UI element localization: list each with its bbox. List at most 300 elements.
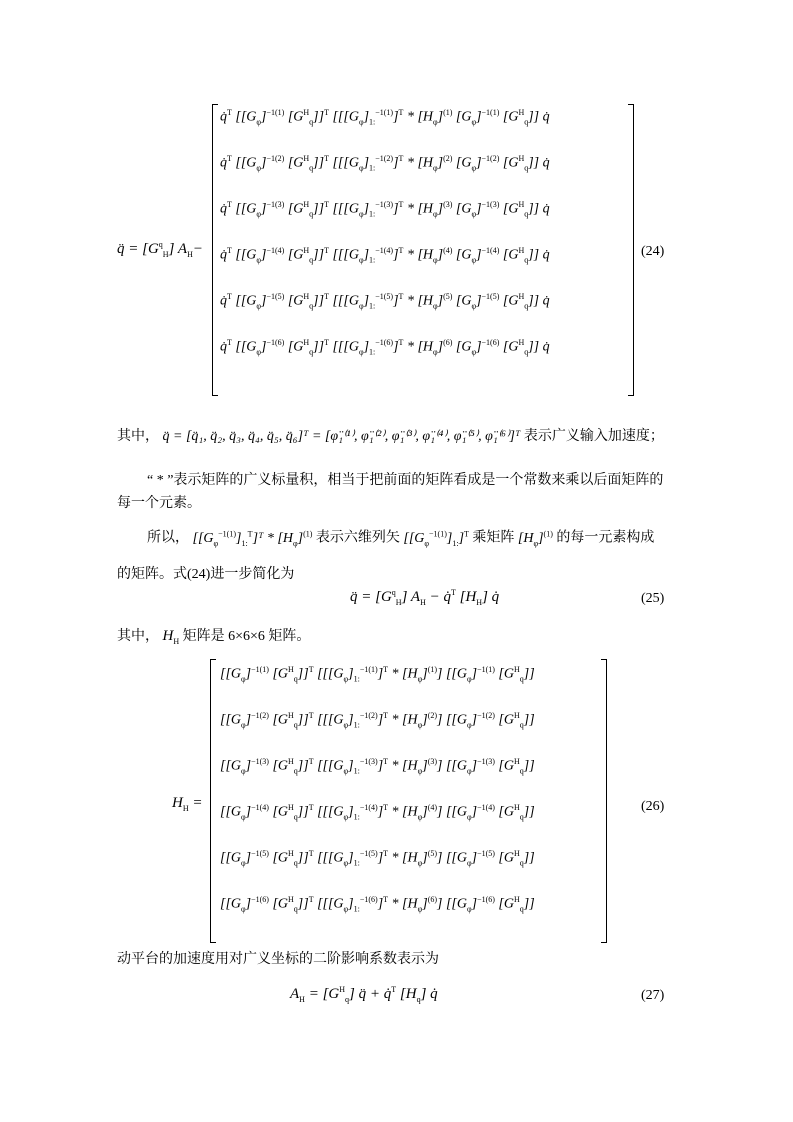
eq26-superscript: T	[308, 665, 314, 674]
eq24-subscript: φ	[433, 209, 438, 219]
eq24-term: [G	[452, 109, 472, 125]
text3-m3-sup: −1(1)	[429, 529, 447, 538]
eq24-superscript: −1(5)	[481, 292, 500, 301]
eq26-lhs-sub: H	[182, 804, 189, 813]
eq26-term: * [H	[388, 850, 418, 866]
eq24-term: ]	[476, 109, 482, 125]
eq24-term: ]	[363, 201, 370, 217]
eq26-superscript: (2)	[427, 711, 438, 720]
text3-prefix: 所以，	[147, 530, 189, 546]
eq26-superscript: H	[288, 849, 294, 858]
eq26-term: [[G	[220, 712, 242, 728]
text3-m4: [H	[517, 530, 534, 546]
eq24-term: ]]	[313, 201, 325, 217]
eq26-subscript: 1:	[353, 766, 360, 776]
text1-equation: q̈ = [q̈₁, q̈₂, q̈₃, q̈₄, q̈₅, q̈₆]ᵀ = [φ̈₁⁽¹⁾, φ̈₁⁽²⁾, φ̈₁⁽³⁾, φ̈₁⁽⁴⁾, φ̈₁⁽⁵⁾, φ̈₁⁽⁶⁾]ᵀ	[162, 429, 521, 444]
text3-line1	[117, 524, 654, 553]
eq24-superscript: −1(3)	[266, 200, 285, 209]
eq27-lhs-sub: H	[299, 995, 305, 1004]
text1-suffix: 表示广义输入加速度；	[523, 429, 664, 444]
eq24-term: [[G	[231, 293, 257, 309]
eq26-term: ]	[471, 804, 478, 820]
eq26-subscript: q	[519, 674, 524, 684]
eq26-subscript: φ	[417, 904, 423, 914]
eq24-superscript: −1(1)	[481, 108, 500, 117]
eq24-term: ]] q̇	[528, 247, 550, 263]
eq26-superscript: H	[513, 711, 520, 720]
eq24-superscript: T	[227, 246, 232, 255]
eq25-hh-sub: H	[476, 598, 483, 607]
eq27-hq-sub: q	[416, 995, 421, 1004]
eq24-superscript: T	[324, 200, 329, 209]
eq24-term: q̇	[220, 247, 227, 263]
eq24-row	[220, 154, 550, 172]
eq26-subscript: 1:	[353, 674, 360, 684]
eq25-sub: H	[395, 598, 402, 607]
eq24-superscript: H	[518, 154, 525, 163]
eq26-term: ]	[245, 758, 252, 774]
text4-prefix: 其中，	[117, 629, 159, 644]
eq26-subscript: φ	[466, 720, 472, 730]
eq24-term: * [H	[403, 155, 433, 171]
equation-27	[290, 985, 438, 1004]
text3-m2-sup: (1)	[303, 529, 313, 538]
eq24-superscript: (5)	[443, 292, 453, 301]
eq24-term: q̇	[220, 155, 227, 171]
eq26-term: ]	[471, 896, 478, 912]
eq24-subscript: φ	[433, 117, 438, 127]
eq26-term: ] [[G	[437, 896, 467, 912]
eq26-term: [G	[268, 666, 288, 682]
eq26-term: [[G	[220, 896, 242, 912]
text3-star-h: ]ᵀ * [H	[252, 530, 293, 546]
eq26-subscript: φ	[343, 720, 349, 730]
eq26-term: ]	[348, 896, 354, 912]
eq24-term: ]	[476, 293, 482, 309]
eq26-term: [[[G	[313, 712, 344, 728]
eq24-subscript: 1:	[369, 255, 376, 265]
eq24-superscript: −1(4)	[481, 246, 500, 255]
eq24-subscript: φ	[433, 163, 438, 173]
eq24-term: ]	[363, 109, 370, 125]
eq24-term: [G	[452, 201, 472, 217]
equation-26	[0, 655, 793, 945]
eq26-term: ]]	[297, 666, 309, 682]
text3-m3: [[G	[403, 530, 425, 546]
eq26-subscript: φ	[343, 812, 349, 822]
eq26-subscript: q	[293, 904, 298, 914]
eq24-term: [G	[284, 293, 304, 309]
eq24-superscript: −1(2)	[375, 154, 394, 163]
text3-line2: 的矩阵。式(24)进一步简化为	[117, 567, 295, 583]
eq26-superscript: H	[513, 803, 520, 812]
eq26-term: ]	[422, 666, 428, 682]
eq24-lhs-sup: q	[158, 240, 163, 249]
eq26-subscript: φ	[417, 766, 423, 776]
eq24-term: ]	[393, 293, 399, 309]
eq24-term: ]	[393, 339, 399, 355]
eq26-term: ] [[G	[437, 850, 467, 866]
eq24-term: ]	[437, 201, 444, 217]
eq26-term: ]	[377, 896, 384, 912]
eq24-superscript: −1(6)	[375, 338, 394, 347]
eq26-term: ]	[348, 758, 354, 774]
eq26-term: ]]	[523, 896, 535, 912]
eq24-term: [[[G	[328, 109, 359, 125]
eq26-subscript: φ	[417, 858, 423, 868]
eq24-subscript: φ	[358, 163, 364, 173]
eq24-superscript: H	[303, 108, 310, 117]
eq24-subscript: φ	[471, 163, 477, 173]
eq24-term: [G	[452, 247, 472, 263]
eq26-term: ]	[348, 666, 354, 682]
eq24-superscript: −1(4)	[266, 246, 285, 255]
eq24-term: [G	[284, 247, 304, 263]
text3-formula2: $[[G_\varphi^{-1(1)}]_{1:}]^T$	[403, 529, 469, 548]
eq26-term: * [H	[388, 666, 418, 682]
eq24-term: ]	[437, 109, 444, 125]
eq24-superscript: −1(3)	[481, 200, 500, 209]
eq26-subscript: φ	[343, 858, 349, 868]
text4-suffix: 矩阵是 6×6×6 矩阵。	[182, 629, 311, 644]
eq25-T: T	[450, 588, 456, 597]
eq24-term: [G	[284, 339, 304, 355]
eq26-term: ]	[471, 758, 478, 774]
eq24-subscript: φ	[358, 255, 364, 265]
eq26-term: ]	[348, 804, 354, 820]
eq24-bracket-left	[212, 104, 218, 396]
eq26-row	[220, 849, 535, 867]
eq26-term: [G	[268, 850, 288, 866]
eq26-bracket-left	[210, 659, 216, 943]
eq26-subscript: q	[519, 904, 524, 914]
eq26-subscript: φ	[466, 858, 472, 868]
eq26-subscript: φ	[417, 812, 423, 822]
eq26-term: ]	[245, 712, 252, 728]
eq24-subscript: φ	[471, 301, 477, 311]
eq24-superscript: T	[398, 246, 404, 255]
eq26-term: ]	[377, 712, 384, 728]
eq24-superscript: −1(5)	[375, 292, 394, 301]
eq24-term: ]	[363, 293, 370, 309]
eq24-superscript: H	[303, 200, 310, 209]
eq26-term: [[G	[220, 804, 242, 820]
eq24-superscript: T	[324, 154, 329, 163]
text3-m4-sup: (1)	[543, 529, 553, 538]
eq26-subscript: q	[293, 812, 298, 822]
text3-m3-T: T	[464, 529, 469, 538]
eq26-subscript: φ	[343, 674, 349, 684]
eq25-ah-sub: H	[420, 598, 426, 607]
eq24-subscript: q	[524, 301, 529, 311]
eq24-subscript: 1:	[369, 301, 376, 311]
eq26-term: ]]	[523, 850, 535, 866]
eq24-term: ]	[476, 201, 482, 217]
eq26-superscript: H	[513, 895, 520, 904]
eq26-subscript: φ	[417, 674, 423, 684]
text3-formula1: $[[G_\varphi^{-1(1)}]_{1:}^T]ᵀ * [H_\varphi]^{(1)}$	[192, 529, 313, 548]
eq26-term: ] [[G	[437, 758, 467, 774]
eq24-term: [[[G	[328, 155, 359, 171]
eq24-superscript: H	[518, 246, 525, 255]
eq26-term: [G	[268, 804, 288, 820]
eq26-term: [G	[494, 758, 514, 774]
eq24-term: [G	[284, 201, 304, 217]
eq26-subscript: 1:	[353, 858, 360, 868]
eq24-superscript: T	[398, 200, 404, 209]
eq26-superscript: T	[308, 803, 314, 812]
eq24-term: ]	[363, 247, 370, 263]
eq24-superscript: H	[518, 108, 525, 117]
eq24-superscript: −1(3)	[375, 200, 394, 209]
eq24-term: ]] q̇	[528, 155, 550, 171]
eq26-term: ]]	[297, 712, 309, 728]
eq26-term: ]	[471, 712, 478, 728]
eq26-term: ]	[377, 850, 384, 866]
eq27-lhs: A	[290, 986, 300, 1002]
eq24-term: [[[G	[328, 339, 359, 355]
eq24-ah-sub: H	[187, 250, 193, 259]
eq26-subscript: φ	[466, 766, 472, 776]
text3-suffix: 的每一元素构成	[556, 530, 655, 546]
eq26-superscript: −1(3)	[251, 757, 269, 766]
eq26-subscript: q	[519, 858, 524, 868]
eq24-row	[220, 338, 550, 356]
eq26-term: ]]	[523, 758, 535, 774]
eq26-term: ]	[348, 850, 354, 866]
eq26-superscript: −1(6)	[477, 895, 495, 904]
eq24-superscript: T	[398, 292, 404, 301]
text3-m1-sub2: 1:	[241, 538, 248, 548]
text3-m3-sub: φ	[424, 538, 430, 548]
eq26-term: ]]	[523, 666, 535, 682]
eq24-superscript: T	[227, 200, 232, 209]
eq26-term: [[[G	[313, 896, 344, 912]
eq26-subscript: φ	[241, 674, 246, 684]
eq26-lhs	[172, 795, 203, 813]
eq24-term: ]]	[313, 109, 325, 125]
eq24-subscript: 1:	[369, 163, 376, 173]
eq24-superscript: −1(1)	[266, 108, 285, 117]
eq24-subscript: φ	[256, 117, 262, 127]
eq27-sub: q	[345, 995, 350, 1004]
eq26-superscript: −1(1)	[359, 665, 378, 674]
eq26-superscript: −1(3)	[359, 757, 378, 766]
eq24-term: ]] q̇	[528, 293, 550, 309]
eq26-subscript: φ	[466, 812, 472, 822]
eq24-term: ]	[261, 109, 267, 125]
eq24-term: ]	[261, 247, 267, 263]
eq26-superscript: (1)	[427, 665, 438, 674]
eq27-T: T	[391, 985, 397, 994]
eq26-superscript: −1(4)	[251, 803, 269, 812]
paragraph-qddot-def	[117, 427, 664, 447]
eq26-term: ]	[377, 666, 384, 682]
eq24-term: [G	[499, 155, 519, 171]
eq26-superscript: H	[513, 757, 520, 766]
paragraph-therefore	[117, 524, 654, 585]
eq26-lhs-letter: H	[172, 795, 183, 811]
eq26-superscript: −1(6)	[359, 895, 378, 904]
eq26-row	[220, 757, 535, 775]
eq27-sup: H	[339, 985, 346, 994]
eq26-term: ]]	[297, 850, 309, 866]
eq24-term: q̇	[220, 109, 227, 125]
eq24-superscript: (1)	[443, 108, 453, 117]
eq26-superscript: (6)	[427, 895, 438, 904]
paragraph-star-def	[117, 471, 663, 514]
eq26-superscript: −1(2)	[359, 711, 378, 720]
eq26-subscript: φ	[241, 858, 246, 868]
eq24-subscript: φ	[256, 301, 262, 311]
eq26-term: ]	[471, 850, 478, 866]
eq24-term: [G	[499, 293, 519, 309]
eq26-superscript: H	[288, 711, 294, 720]
eq26-term: ]	[245, 666, 252, 682]
eq24-term: ]	[261, 201, 267, 217]
eq24-term: [G	[452, 293, 472, 309]
eq24-term: ]	[476, 339, 482, 355]
eq24-term: [[[G	[328, 293, 359, 309]
eq26-superscript: −1(1)	[477, 665, 495, 674]
eq26-term: [G	[494, 712, 514, 728]
eq26-term: ]	[422, 896, 428, 912]
eq26-term: ]	[377, 758, 384, 774]
eq24-subscript: q	[309, 117, 314, 127]
eq26-eq: =	[192, 795, 203, 811]
eq24-subscript: φ	[471, 347, 477, 357]
text3-mid1: ]	[235, 530, 242, 546]
eq26-term: ]]	[297, 804, 309, 820]
text3-m1-sup: −1(1)	[218, 529, 236, 538]
eq24-term: [G	[284, 109, 304, 125]
eq26-superscript: (3)	[427, 757, 438, 766]
eq24-subscript: φ	[256, 255, 262, 265]
eq24-subscript: φ	[433, 255, 438, 265]
eq24-subscript: q	[524, 209, 529, 219]
eq24-superscript: −1(1)	[375, 108, 394, 117]
eq26-term: ]	[422, 712, 428, 728]
eq24-subscript: q	[309, 255, 314, 265]
eq27-rest: ] q̈ + q̇	[349, 986, 392, 1002]
eq24-subscript: q	[524, 163, 529, 173]
eq24-superscript: (6)	[443, 338, 453, 347]
eq24-subscript: q	[309, 209, 314, 219]
eq26-term: [[G	[220, 758, 242, 774]
text2-line1: “ * ”表示矩阵的广义标量积，相当于把前面的矩阵看成是一个常数来乘以后面矩阵的	[147, 473, 664, 488]
eq24-superscript: −1(6)	[481, 338, 500, 347]
eq26-term: ]	[471, 666, 478, 682]
eq24-term: [G	[452, 155, 472, 171]
eq26-subscript: φ	[417, 720, 423, 730]
eq24-term: ]	[261, 293, 267, 309]
eq26-superscript: −1(4)	[359, 803, 378, 812]
eq26-term: [[G	[220, 666, 242, 682]
eq26-superscript: −1(5)	[251, 849, 269, 858]
eq26-superscript: T	[383, 895, 389, 904]
eq24-superscript: H	[303, 246, 310, 255]
eq24-subscript: 1:	[369, 347, 376, 357]
eq24-superscript: T	[227, 154, 232, 163]
eq24-term: ]	[393, 247, 399, 263]
eq26-superscript: −1(3)	[477, 757, 495, 766]
eq24-superscript: T	[324, 292, 329, 301]
eq24-term: [[[G	[328, 201, 359, 217]
eq24-superscript: H	[518, 292, 525, 301]
eq24-superscript: T	[398, 338, 404, 347]
eq24-subscript: φ	[471, 209, 477, 219]
eq24-superscript: (2)	[443, 154, 453, 163]
eq24-term: [G	[499, 339, 519, 355]
eq25-minus-q: − q̇	[425, 589, 451, 605]
eq26-superscript: T	[383, 849, 389, 858]
eq24-subscript: φ	[358, 209, 364, 219]
eq26-subscript: q	[293, 766, 298, 776]
eq26-subscript: φ	[466, 674, 472, 684]
eq24-term: ]	[437, 247, 444, 263]
text3-m1-sub: φ	[213, 538, 219, 548]
eq24-term: ]	[437, 155, 444, 171]
eq26-superscript: (4)	[427, 803, 438, 812]
eq24-superscript: H	[303, 338, 310, 347]
eq26-term: ]	[245, 850, 252, 866]
eq26-term: ]	[245, 804, 252, 820]
eq26-term: [G	[494, 896, 514, 912]
eq26-term: [[[G	[313, 804, 344, 820]
eq24-subscript: 1:	[369, 209, 376, 219]
eq24-superscript: T	[227, 338, 232, 347]
eq24-row	[220, 292, 550, 310]
eq24-term: ]] q̇	[528, 109, 550, 125]
eq26-superscript: (5)	[427, 849, 438, 858]
eq26-superscript: −1(4)	[477, 803, 495, 812]
eq26-subscript: φ	[241, 904, 246, 914]
text4-hh-sub: H	[173, 637, 180, 646]
eq26-subscript: q	[293, 858, 298, 868]
eq27-eq: = [G	[308, 986, 340, 1002]
eq26-term: ] [[G	[437, 666, 467, 682]
eq24-superscript: T	[324, 246, 329, 255]
eq24-superscript: T	[398, 154, 404, 163]
eq26-subscript: φ	[241, 720, 246, 730]
text4-hh-letter: H	[162, 628, 174, 644]
eq24-superscript: T	[227, 292, 232, 301]
eq25-sup: q	[391, 588, 396, 597]
eq24-term: ]	[363, 155, 370, 171]
text3-m1: [[G	[192, 530, 214, 546]
eq26-superscript: −1(5)	[477, 849, 495, 858]
eq26-subscript: q	[519, 812, 524, 822]
eq24-term: ]	[393, 155, 399, 171]
eq26-term: ]	[377, 804, 384, 820]
eq26-subscript: φ	[466, 904, 472, 914]
eq24-term: [[G	[231, 155, 257, 171]
eq26-superscript: T	[383, 711, 389, 720]
eq24-subscript: φ	[256, 209, 262, 219]
eq24-term: ]	[437, 293, 444, 309]
eq26-bracket-right	[601, 659, 607, 943]
eq26-row	[220, 711, 535, 729]
eq24-term: [G	[284, 155, 304, 171]
eq24-superscript: T	[324, 338, 329, 347]
eq26-term: [G	[268, 896, 288, 912]
eq24-subscript: φ	[256, 347, 262, 357]
eq24-subscript: φ	[358, 117, 364, 127]
eq24-subscript: φ	[358, 301, 364, 311]
eq24-minus: −	[192, 241, 203, 257]
eq24-term: * [H	[403, 201, 433, 217]
eq24-superscript: −1(4)	[375, 246, 394, 255]
